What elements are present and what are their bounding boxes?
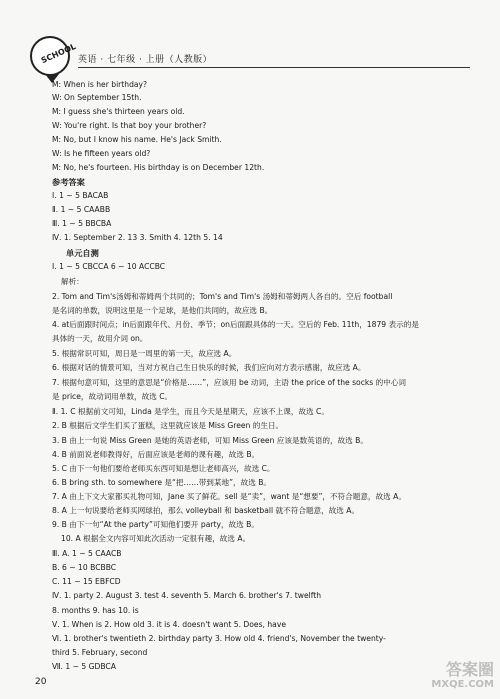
text-line: W: On September 15th. xyxy=(52,93,142,102)
text-line: 5. C 由下一句他们要给老师买东西可知是想让老师高兴，故选 C。 xyxy=(52,464,275,473)
text-line: Ⅱ. 1 ~ 5 CAABB xyxy=(52,205,111,214)
text-line: C. 11 ~ 15 EBFCD xyxy=(52,577,121,586)
text-line: Ⅰ. 1 ~ 5 CBCCA 6 ~ 10 ACCBC xyxy=(52,262,166,271)
text-line: 7. 根据句意可知，这里的意思是“价格是……”，应该用 be 动词，主语 the price of the socks 的中心词 xyxy=(52,378,407,387)
text-line: 6. B bring sth. to somewhere 是“把……带到某地”，故选 B。 xyxy=(52,478,272,487)
text-line: B. 6 ~ 10 BCBBC xyxy=(52,563,117,572)
text-line: 3. B 由上一句说 Miss Green 是她的英语老师，可知 Miss Green 应该是数英语的，故选 B。 xyxy=(52,436,368,445)
text-line: M: No, he's fourteen. His birthday is on December 12th. xyxy=(52,163,265,172)
text-line: Ⅰ. 1 ~ 5 BACAB xyxy=(52,191,109,200)
book-title: 英语 · 七年级 · 上册（人教版） xyxy=(78,55,213,65)
text-line: 8. months 9. has 10. is xyxy=(52,606,139,615)
section-heading: 参考答案 xyxy=(52,177,85,187)
text-line: Ⅲ. A. 1 ~ 5 CAACB xyxy=(52,549,122,558)
text-line: Ⅳ. 1. September 2. 13 3. Smith 4. 12th 5. 14 xyxy=(52,233,223,242)
watermark-logo: 答案圈 MXQE.COM xyxy=(431,660,494,690)
text-line: 具体的一天，故用介词 on。 xyxy=(52,334,148,343)
text-line: 2. Tom and Tim's汤姆和蒂姆两个共同的；Tom's and Tim's 汤姆和蒂姆两人各自的。空后 football xyxy=(52,292,393,301)
text-line: 8. A 上一句说要给老师买网球拍，那么 volleyball 和 basketball 就不符合题意，故选 A。 xyxy=(52,506,360,515)
section-heading: 单元自测 xyxy=(66,248,99,258)
text-line: 9. B 由下一句“At the party”可知他们要开 party，故选 B。 xyxy=(52,520,259,529)
text-line: M: When is her birthday? xyxy=(52,80,148,89)
text-line: Ⅵ. 1. brother's twentieth 2. birthday party 3. How old 4. friend's, November the twenty- xyxy=(52,634,386,643)
text-line: Ⅴ. 1. When is 2. How old 3. it is 4. doesn't want 5. Does, have xyxy=(52,620,287,629)
text-line: Ⅳ. 1. party 2. August 3. test 4. seventh 5. March 6. brother's 7. twelfth xyxy=(52,591,322,600)
school-logo-icon: SCHOOL xyxy=(30,36,70,76)
text-line: third 5. February, second xyxy=(52,648,148,657)
page-header xyxy=(0,0,500,80)
text-line: W: You're right. Is that boy your brother? xyxy=(52,121,207,130)
text-line: 4. at后面跟时间点；in后面跟年代、月份、季节；on后面跟具体的一天。空后的 Feb. 11th，1879 表示的是 xyxy=(52,320,419,329)
text-line: W: Is he fifteen years old? xyxy=(52,149,151,158)
text-line: M: I guess she's thirteen years old. xyxy=(52,107,185,116)
text-line: 4. B 前面说老师教得好，后面应该是老师的课有趣，故选 B。 xyxy=(52,450,260,459)
text-line: 是 price，故动词用单数，故选 C。 xyxy=(52,392,173,401)
header-rule xyxy=(78,67,470,68)
text-line: Ⅶ. 1 ~ 5 GDBCA xyxy=(52,662,116,671)
text-line: Ⅱ. 1. C 根据前文可知，Linda 是学生，而且今天是星期天，应该不上课，故选 C。 xyxy=(52,407,329,416)
text-line: 10. A 根据全文内容可知此次活动一定很有趣，故选 A。 xyxy=(61,534,251,543)
text-line: 2. B 根据后文学生们买了蛋糕，这里就应该是 Miss Green 的生日。 xyxy=(52,421,284,430)
page-number: 20 xyxy=(35,677,47,687)
text-line: 6. 根据对话的情景可知，当对方祝自己生日快乐的时候，我们应向对方表示感谢，故应选 A。 xyxy=(52,363,366,372)
text-line: 5. 根据常识可知，周日是一周里的第一天，故应选 A。 xyxy=(52,349,237,358)
text-line: 7. A 由上下文大家都买礼物可知，Jane 买了鲜花。sell 是“卖”，want 是“想要”，不符合题意，故选 A。 xyxy=(52,492,406,501)
text-line: 解析： xyxy=(61,277,84,286)
text-line: Ⅲ. 1 ~ 5 BBCBA xyxy=(52,219,112,228)
text-line: 是名词的单数，说明这里是一个足球，是他们共同的，故应选 B。 xyxy=(52,306,273,315)
text-line: M: No, but I know his name. He's Jack Smith. xyxy=(52,135,222,144)
